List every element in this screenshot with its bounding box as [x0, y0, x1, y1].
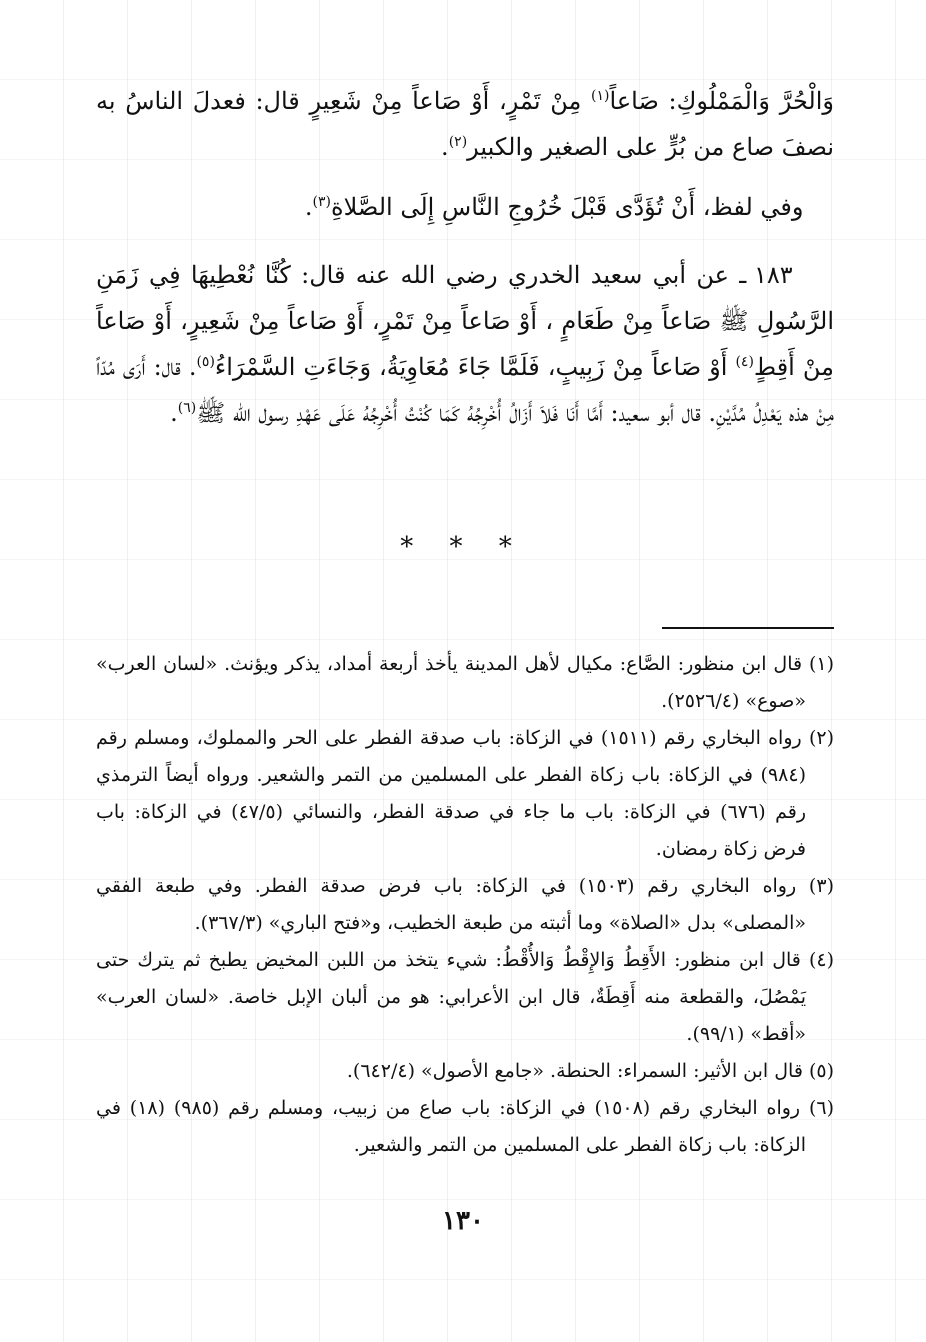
hadith-text-a: ١٨٣ ـ عن أبي سعيد الخدري رضي الله عنه قال: كُنَّا نُعْطِيهَا فِي زَمَنِ الرَّسُولِ ﷺ صَاعاً مِنْ طَعَامٍ ، أَوْ صَاعاً مِنْ تَمْرٍ، أَوْ صَاعاً مِنْ شَعِيرٍ، أَوْ صَاعاً مِنْ أَقِطٍ	[96, 261, 834, 381]
page-number: ١٣٠	[442, 1206, 484, 1236]
footnote-divider	[662, 627, 834, 629]
footnote-ref-2[interactable]: (٢)	[448, 134, 468, 150]
footnote-1: (١) قال ابن منظور: الصَّاع: مكيال لأهل المدينة يأخذ أربعة أمداد، يذكر ويؤنث. «لسان العرب» «صوع» (٢٥٢٦/٤).	[96, 653, 834, 712]
footnote-ref-6[interactable]: (٦)	[177, 400, 197, 416]
footnote-ref-5[interactable]: (٥)	[196, 354, 215, 370]
section-separator: * * *	[400, 532, 526, 562]
para1-text: وَالْحُرَّ وَالْمَمْلُوكِ: صَاعاً	[609, 87, 835, 115]
footnote-ref-3[interactable]: (٣)	[312, 194, 331, 210]
hadith-text-b: أَوْ صَاعاً مِنْ زَبِيبٍ، فَلَمَّا جَاءَ مُعَاوِيَةُ، وَجَاءَتِ السَّمْرَاءُ	[214, 353, 736, 381]
footnote-6: (٦) رواه البخاري رقم (١٥٠٨) في الزكاة: باب صاع من زبيب، ومسلم رقم (٩٨٥) (١٨) في الزكاة: باب زكاة الفطر على المسلمين من التمر والشعير.	[96, 1097, 834, 1156]
footnote-2: (٢) رواه البخاري رقم (١٥١١) في الزكاة: باب صدقة الفطر على الحر والمملوك، ومسلم رقم (٩٨٤) في الزكاة: باب زكاة الفطر على المسلمين من التمر والشعير. ورواه أيضاً الترمذي رقم (٦٧٦) في الزكاة: باب ما جاء في صدقة الفطر، والنسائي (٤٧/٥) في الزكاة: باب فرض زكاة رمضان.	[96, 727, 834, 860]
footnote-3: (٣) رواه البخاري رقم (١٥٠٣) في الزكاة: باب فرض صدقة الفطر. وفي طبعة الفقي «المصلى» بدل «الصلاة» وما أثبته من طبعة الخطيب، و«فتح الباري» (٣٦٧/٣).	[96, 875, 834, 934]
paragraph-2	[96, 184, 834, 230]
paragraph-hadith-183	[96, 252, 834, 436]
hadith-text-c: . قال: أَرَى مُدّاً مِنْ هذه يَعْدِلُ مُدَّيْنِ. قال أبو سعيد: أَمَّا أَنَا فَلاَ أَزَالُ أُخْرِجُهُ كَمَا كُنْتُ أُخْرِجُهُ عَلَى عَهْدِ رسول الله ﷺ	[96, 353, 834, 427]
footnote-4: (٤) قال ابن منظور: الأَقِطُ وَالإِقْطُ وَالأُقْطُ: شيء يتخذ من اللبن المخيض يطبخ ثم يترك حتى يَمْصُلَ، والقطعة منه أَقِطَةٌ، قال ابن الأعرابي: هو من ألبان الإبل خاصة. «لسان العرب» «أقط» (٩٩/١).	[96, 949, 834, 1045]
footnote-ref-1[interactable]: (١)	[591, 88, 610, 104]
paragraph-1	[96, 78, 834, 170]
footnotes	[96, 646, 834, 1164]
hadith-end: .	[170, 399, 178, 427]
footnote-ref-4[interactable]: (٤)	[735, 354, 754, 370]
para2-text: وفي لفظ، أَنْ تُؤَدَّى قَبْلَ خُرُوجِ النَّاسِ إِلَى الصَّلاةِ	[331, 193, 804, 221]
main-text	[96, 78, 834, 436]
footnote-5: (٥) قال ابن الأثير: السمراء: الحنطة. «جامع الأصول» (٦٤٢/٤).	[346, 1060, 834, 1082]
para2-end: .	[304, 193, 313, 221]
para1-rest: مِنْ تَمْرٍ، أَوْ صَاعاً مِنْ شَعِيرٍ قال: فعدلَ الناسُ به نصفَ صاع من بُرٍّ على الصغير والكبير	[96, 87, 834, 161]
para1-end: .	[441, 133, 449, 161]
